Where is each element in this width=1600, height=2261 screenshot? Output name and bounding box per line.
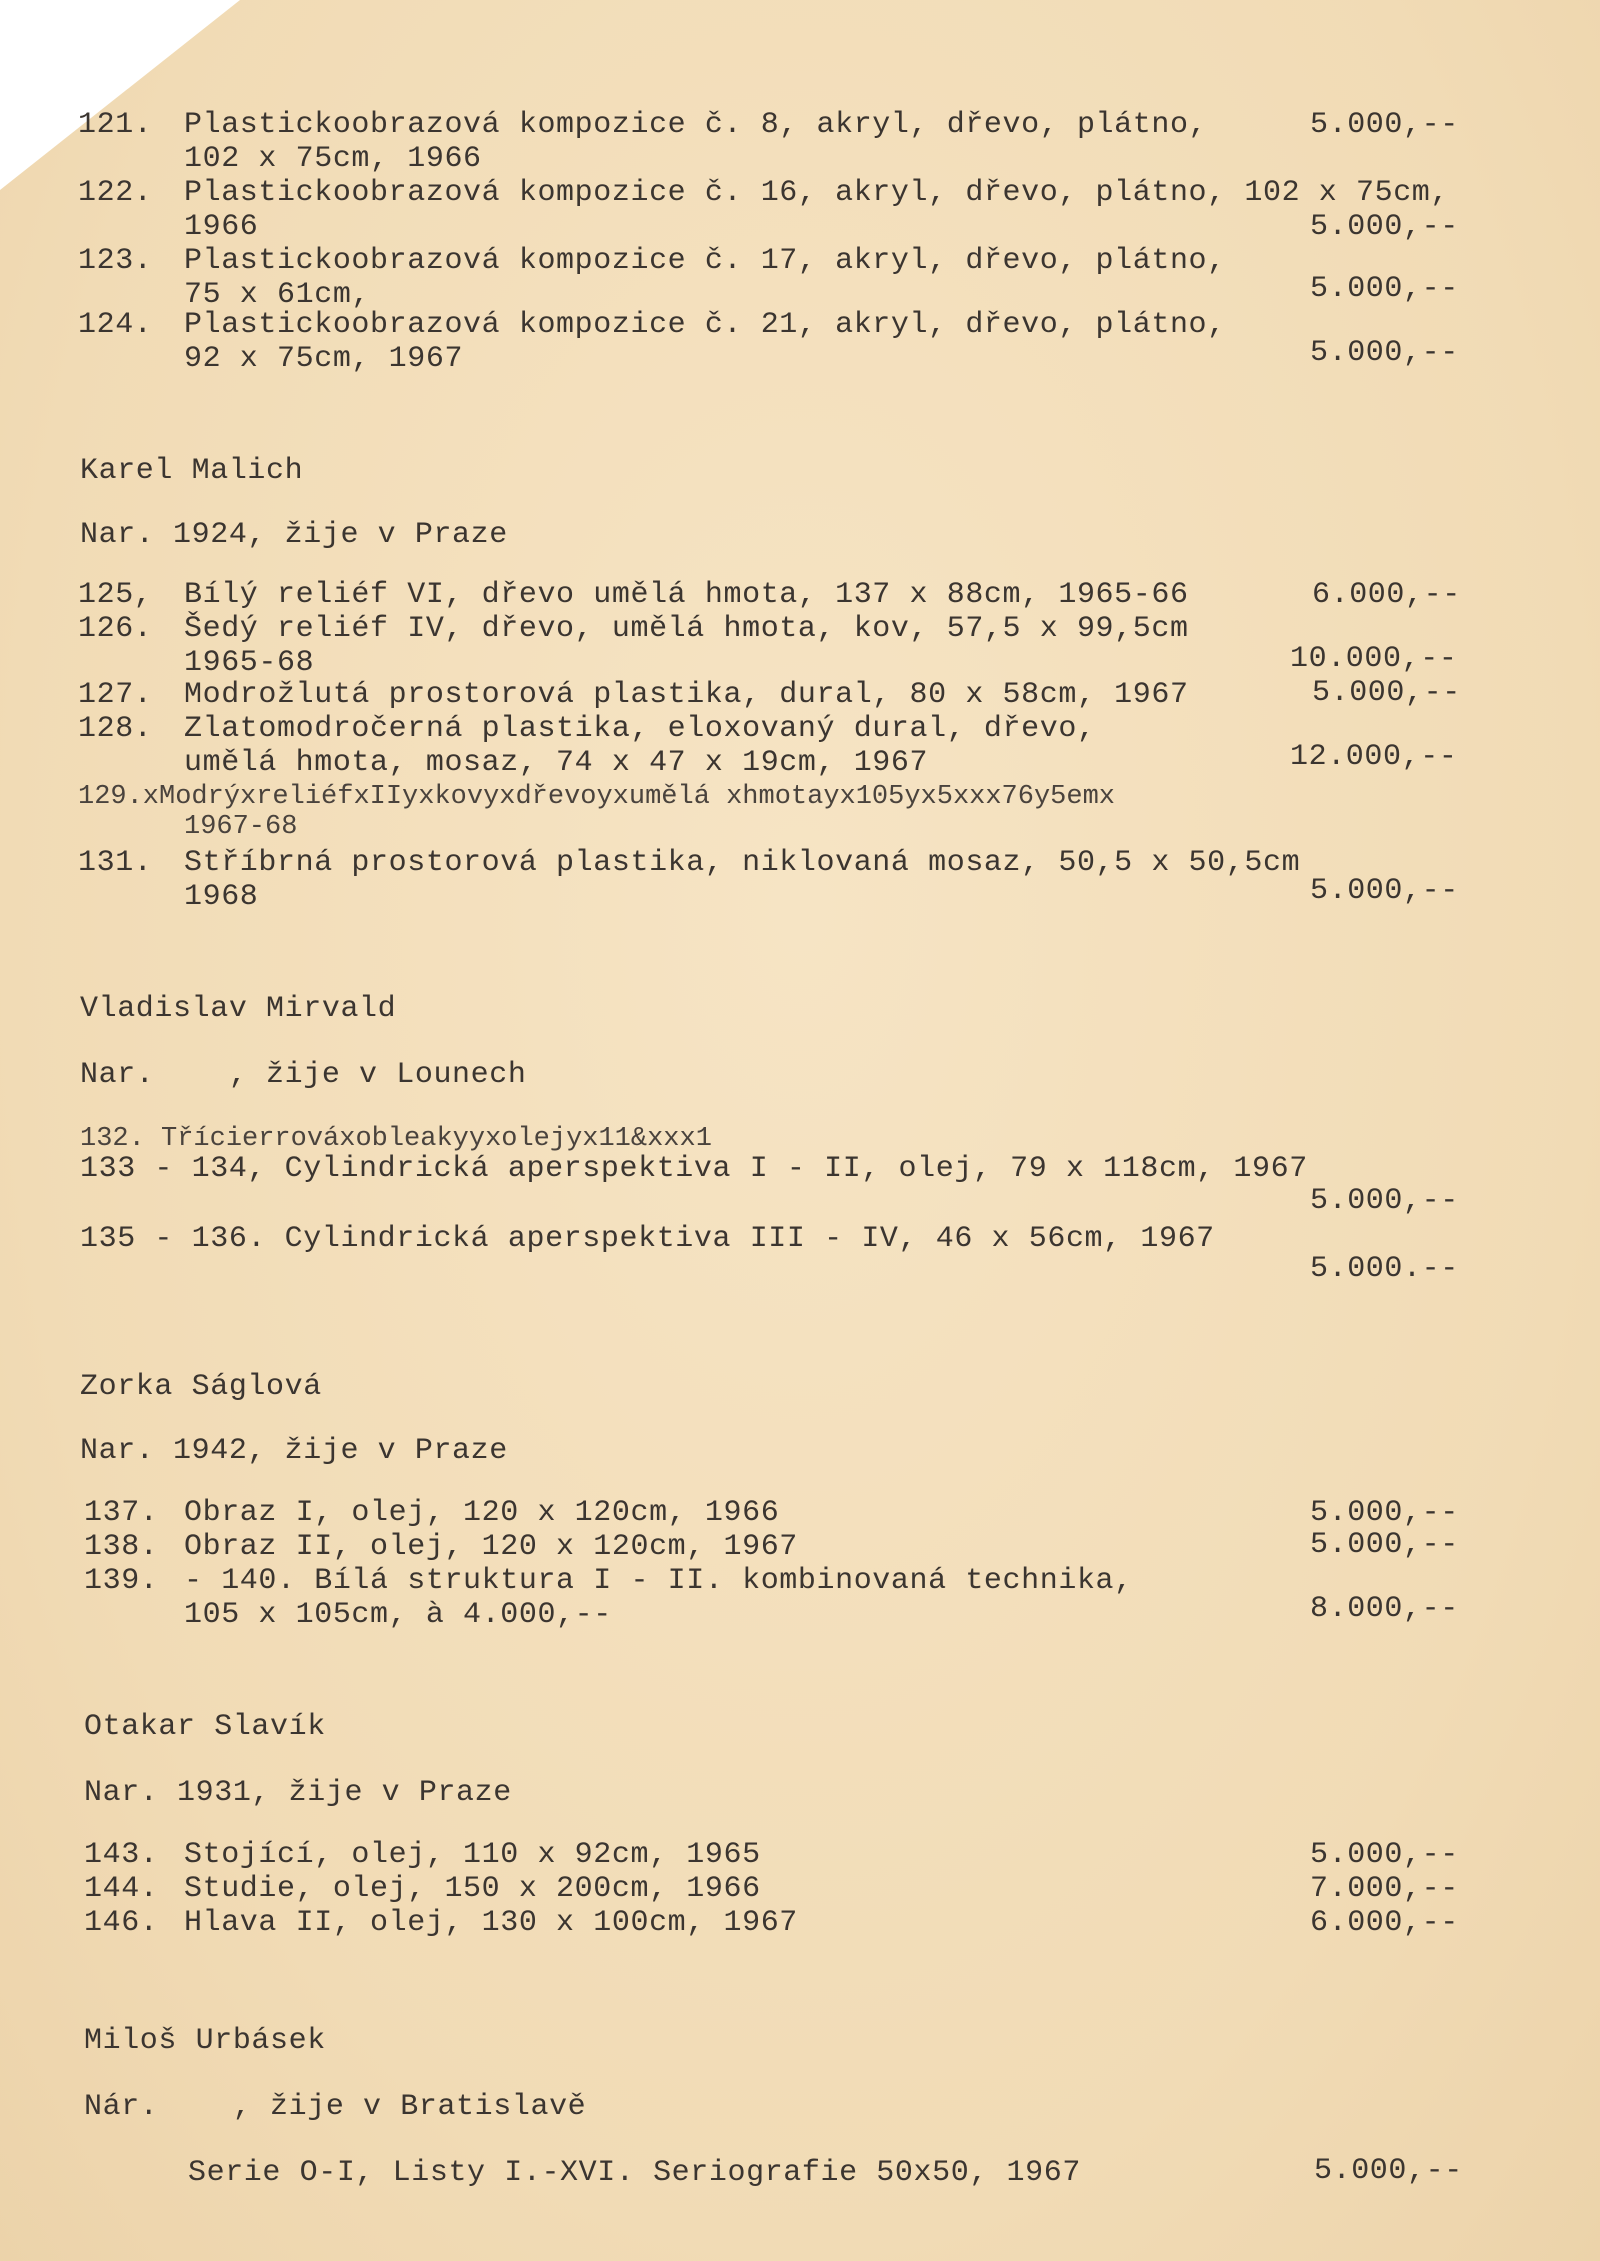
item-number: 123. bbox=[78, 244, 153, 278]
item-price: 5.000,-- bbox=[1312, 676, 1461, 710]
item-number: 143. bbox=[84, 1838, 159, 1872]
artist-birth: Nar. , žije v Lounech bbox=[80, 1058, 527, 1092]
item-text: Obraz II, olej, 120 x 120cm, 1967 bbox=[184, 1530, 798, 1564]
item-number: 121. bbox=[78, 108, 153, 142]
item-price: 5.000,-- bbox=[1310, 108, 1459, 142]
item-price: 7.000,-- bbox=[1310, 1872, 1459, 1906]
artist-name: Zorka Ságlová bbox=[80, 1370, 322, 1404]
artist-birth: Nar. 1942, žije v Praze bbox=[80, 1434, 508, 1468]
item-price: 5.000,-- bbox=[1310, 1496, 1459, 1530]
item-text: Studie, olej, 150 x 200cm, 1966 bbox=[184, 1872, 761, 1906]
item-number: 137. bbox=[84, 1496, 159, 1530]
item-price: 6.000,-- bbox=[1310, 1906, 1459, 1940]
item-number: 139. bbox=[84, 1564, 159, 1598]
item-price: 5.000,-- bbox=[1310, 1838, 1459, 1872]
item-text: Hlava II, olej, 130 x 100cm, 1967 bbox=[184, 1906, 798, 1940]
item-price: 5.000.-- bbox=[1310, 1252, 1459, 1286]
item-text: Stojící, olej, 110 x 92cm, 1965 bbox=[184, 1838, 761, 1872]
item-price: 5.000,-- bbox=[1310, 272, 1459, 306]
item-text: 102 x 75cm, 1966 bbox=[184, 142, 482, 176]
item-price: 5.000,-- bbox=[1310, 336, 1459, 370]
item-text: Modrožlutá prostorová plastika, dural, 80 x 58cm, 1967 bbox=[184, 678, 1189, 712]
item-number: 131. bbox=[78, 846, 153, 880]
item-text: 1968 bbox=[184, 880, 259, 914]
item-price: 10.000,-- bbox=[1290, 642, 1458, 676]
item-number: 138. bbox=[84, 1530, 159, 1564]
item-text: Plastickoobrazová kompozice č. 17, akryl, dřevo, plátno, bbox=[184, 244, 1226, 278]
item-price: 12.000,-- bbox=[1290, 740, 1458, 774]
item-text: 75 x 61cm, bbox=[184, 278, 371, 312]
item-text: 92 x 75cm, 1967 bbox=[184, 342, 464, 376]
item-text: Plastickoobrazová kompozice č. 8, akryl, dřevo, plátno, bbox=[184, 108, 1208, 142]
item-text: 135 - 136. Cylindrická aperspektiva III - IV, 46 x 56cm, 1967 bbox=[80, 1222, 1215, 1256]
item-text: Plastickoobrazová kompozice č. 16, akryl, dřevo, plátno, 102 x 75cm, bbox=[184, 176, 1449, 210]
item-number: 122. bbox=[78, 176, 153, 210]
item-text: Plastickoobrazová kompozice č. 21, akryl, dřevo, plátno, bbox=[184, 308, 1226, 342]
item-number: 128. bbox=[78, 712, 153, 746]
item-text: Stříbrná prostorová plastika, niklovaná mosaz, 50,5 x 50,5cm bbox=[184, 846, 1301, 880]
item-text: Šedý reliéf IV, dřevo, umělá hmota, kov, 57,5 x 99,5cm bbox=[184, 612, 1189, 646]
artist-name: Karel Malich bbox=[80, 454, 304, 488]
item-text: 1966 bbox=[184, 210, 259, 244]
item-price: 8.000,-- bbox=[1310, 1592, 1459, 1626]
item-number: 146. bbox=[84, 1906, 159, 1940]
artist-birth: Nar. 1924, žije v Praze bbox=[80, 518, 508, 552]
item-text: 133 - 134, Cylindrická aperspektiva I - II, olej, 79 x 118cm, 1967 bbox=[80, 1152, 1308, 1186]
item-number: 124. bbox=[78, 308, 153, 342]
artist-birth: Nar. 1931, žije v Praze bbox=[84, 1776, 512, 1810]
struck-line: 132. Třícierrováxobleakyyxolejyx11&xxx1 bbox=[80, 1124, 712, 1154]
item-price: 5.000,-- bbox=[1310, 874, 1459, 908]
item-text: Zlatomodročerná plastika, eloxovaný dural, dřevo, bbox=[184, 712, 1096, 746]
item-text: Obraz I, olej, 120 x 120cm, 1966 bbox=[184, 1496, 780, 1530]
item-text: Bílý reliéf VI, dřevo umělá hmota, 137 x 88cm, 1965-66 bbox=[184, 578, 1189, 612]
item-price: 5.000,-- bbox=[1310, 1528, 1459, 1562]
item-number: 125, bbox=[78, 578, 153, 612]
item-text: 1965-68 bbox=[184, 646, 315, 680]
item-number: 144. bbox=[84, 1872, 159, 1906]
item-text: - 140. Bílá struktura I - II. kombinovaná technika, bbox=[184, 1564, 1133, 1598]
item-number: 127. bbox=[78, 678, 153, 712]
artist-name: Miloš Urbásek bbox=[84, 2024, 326, 2058]
item-text: umělá hmota, mosaz, 74 x 47 x 19cm, 1967 bbox=[184, 746, 929, 780]
artist-name: Vladislav Mirvald bbox=[80, 992, 397, 1026]
item-text: 105 x 105cm, à 4.000,-- bbox=[184, 1598, 612, 1632]
struck-line: 1967-68 bbox=[184, 812, 298, 842]
item-price: 5.000,-- bbox=[1310, 210, 1459, 244]
artist-birth: Nár. , žije v Bratislavě bbox=[84, 2090, 587, 2124]
item-price: 5.000,-- bbox=[1310, 1184, 1459, 1218]
item-number: 126. bbox=[78, 612, 153, 646]
item-price: 6.000,-- bbox=[1312, 578, 1461, 612]
item-text: Serie O-I, Listy I.-XVI. Seriografie 50x50, 1967 bbox=[188, 2156, 1081, 2190]
item-price: 5.000,-- bbox=[1314, 2154, 1463, 2188]
struck-line: 129.xModrýxreliéfxIIyxkovyxdřevoyxumělá xhmotayx105yx5xxx76y5emx bbox=[78, 782, 1115, 812]
artist-name: Otakar Slavík bbox=[84, 1710, 326, 1744]
